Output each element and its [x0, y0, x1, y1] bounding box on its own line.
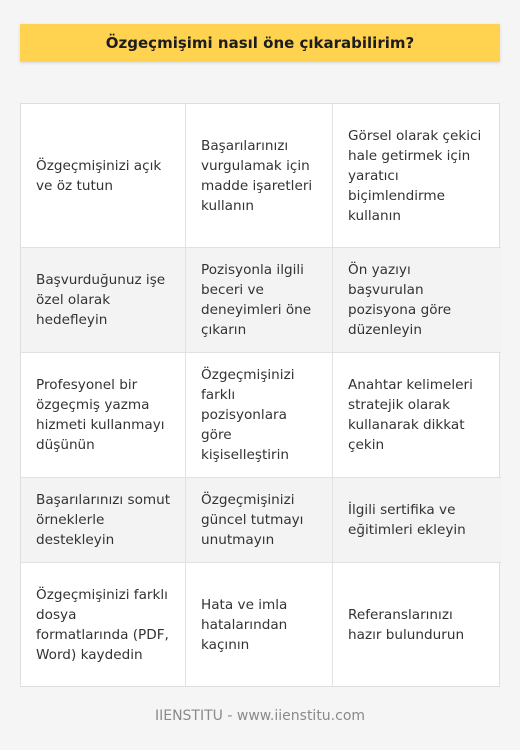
table-cell: Başvurduğunuz işe özel olarak hedefleyin: [21, 248, 186, 353]
table-cell: Hata ve imla hatalarından kaçının: [186, 563, 333, 686]
footer-credit: IIENSTITU - www.iienstitu.com: [154, 708, 366, 724]
page-title: Özgeçmişimi nasıl öne çıkarabilirim?: [105, 34, 415, 52]
table-cell: Özgeçmişinizi açık ve öz tutun: [21, 104, 186, 248]
table-cell: Pozisyonla ilgili beceri ve deneyimleri öne çıkarın: [186, 248, 333, 353]
title-banner: [20, 24, 500, 62]
table-cell: Başarılarınızı somut örneklerle destekleyin: [21, 478, 186, 563]
table-cell: Başarılarınızı vurgulamak için madde işaretleri kullanın: [186, 104, 333, 248]
table-cell: Anahtar kelimeleri stratejik olarak kullanarak dikkat çekin: [333, 353, 501, 478]
tips-table: [20, 103, 500, 687]
table-cell: Görsel olarak çekici hale getirmek için yaratıcı biçimlendirme kullanın: [333, 104, 501, 248]
table-cell: Profesyonel bir özgeçmiş yazma hizmeti kullanmayı düşünün: [21, 353, 186, 478]
table-cell: Özgeçmişinizi farklı dosya formatlarında (PDF, Word) kaydedin: [21, 563, 186, 686]
table-cell: Ön yazıyı başvurulan pozisyona göre düzenleyin: [333, 248, 501, 353]
table-cell: Özgeçmişinizi farklı pozisyonlara göre kişiselleştirin: [186, 353, 333, 478]
table-cell: Referanslarınızı hazır bulundurun: [348, 606, 465, 643]
table-cell: Özgeçmişinizi güncel tutmayı unutmayın: [186, 478, 333, 563]
table-cell: İlgili sertifika ve eğitimleri ekleyin: [333, 478, 501, 563]
